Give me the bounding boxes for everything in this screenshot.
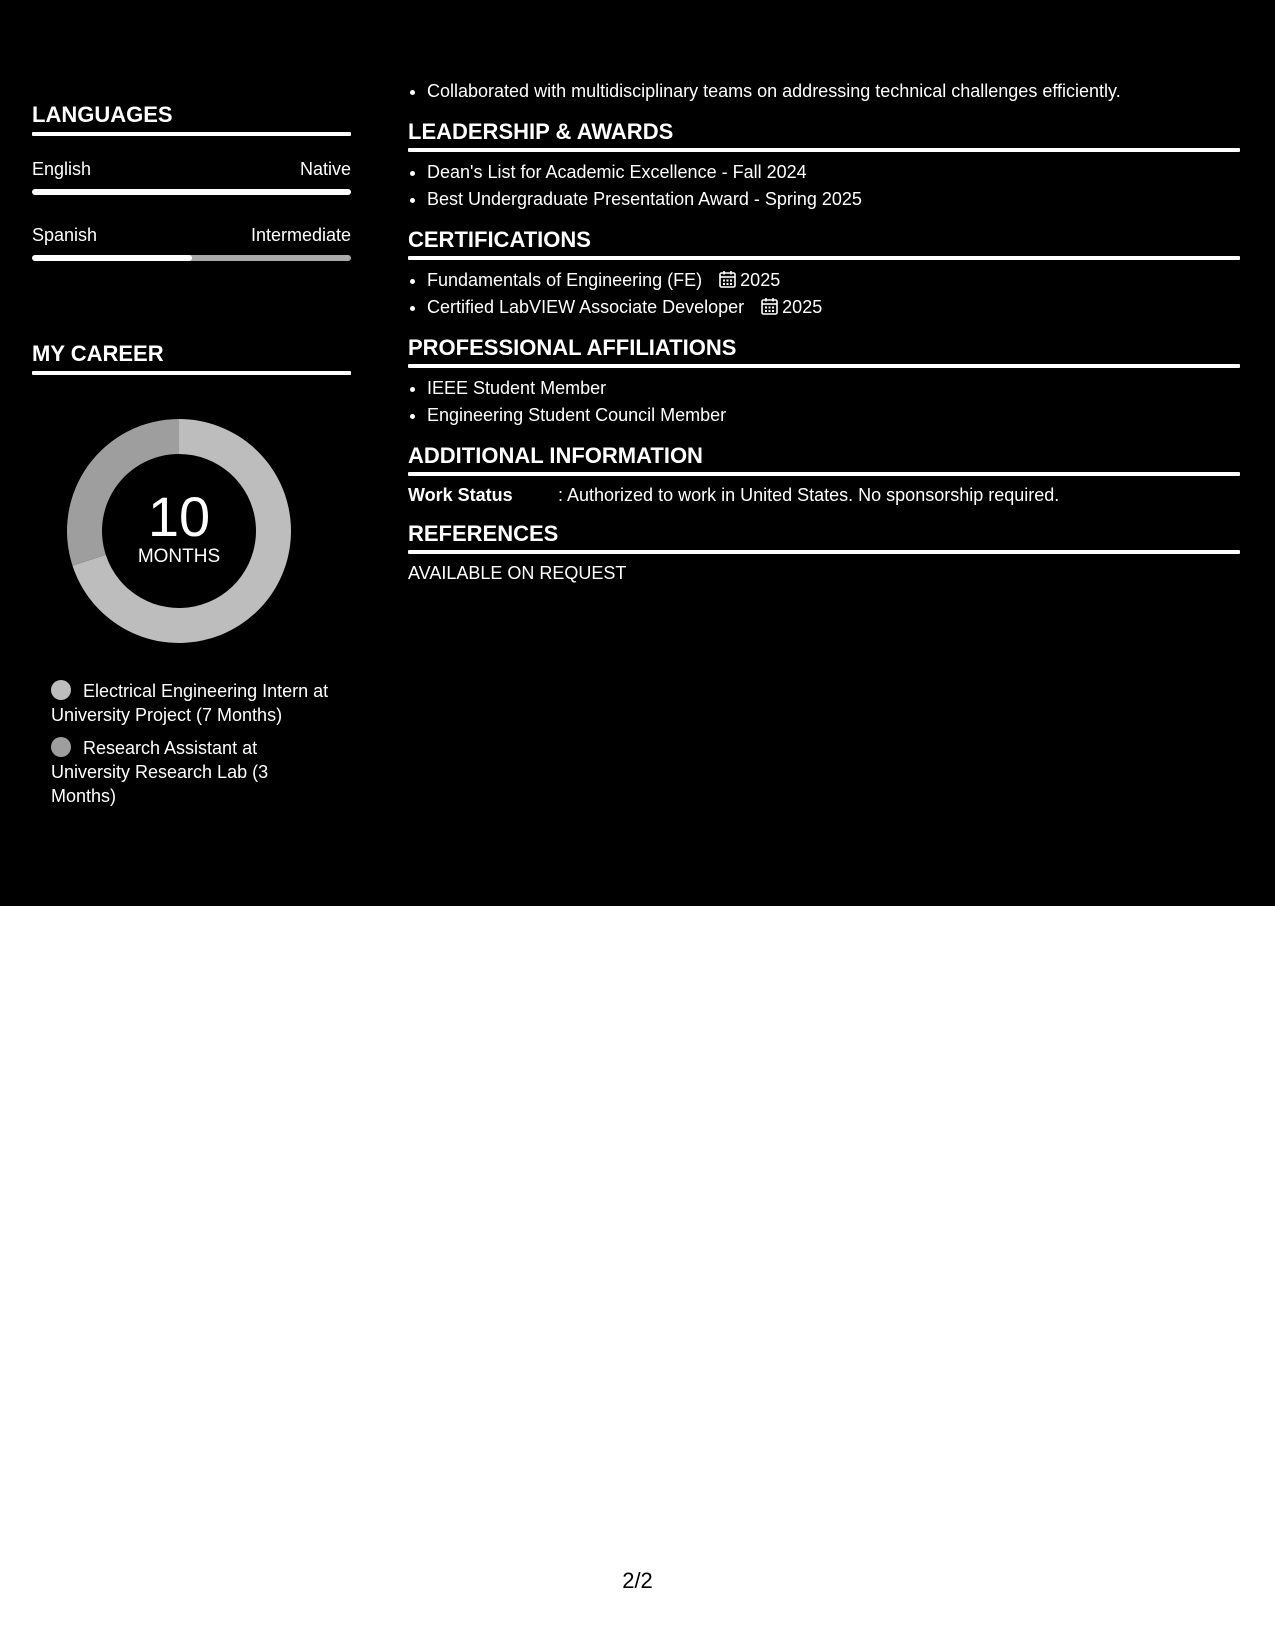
affiliations-section	[408, 335, 1240, 429]
language-item	[32, 158, 351, 195]
leadership-title: LEADERSHIP & AWARDS	[408, 119, 674, 144]
legend-dot-icon	[51, 737, 71, 757]
career-total-number: 10	[147, 485, 211, 548]
career-rule	[32, 371, 351, 375]
legend-dot-icon	[51, 680, 71, 700]
calendar-icon	[719, 270, 736, 288]
languages-title: LANGUAGES	[32, 102, 173, 127]
work-status-value: : Authorized to work in United States. No sponsorship required.	[558, 485, 1060, 505]
references-section	[408, 521, 1240, 585]
certification-item	[427, 294, 1240, 321]
language-level: Intermediate	[250, 225, 351, 245]
language-bar-fill	[32, 189, 351, 195]
language-bar	[32, 255, 351, 261]
right-column	[408, 78, 1240, 585]
language-level: Native	[299, 159, 351, 179]
legend-item	[51, 679, 331, 727]
legend-label: Electrical Engineering Intern at University Project (7 Months)	[51, 681, 329, 725]
leadership-item: • Dean's List for Academic Excellence - Fall 2024	[427, 159, 1240, 186]
affiliation-item: • IEEE Student Member	[427, 375, 1240, 402]
experience-bullet: • Collaborated with multidisciplinary teams on addressing technical challenges efficiently.	[427, 78, 1240, 105]
career-title: MY CAREER	[32, 341, 164, 366]
certification-name: Certified LabVIEW Associate Developer	[427, 297, 745, 317]
experience-bullets	[408, 78, 1240, 105]
additional-info-title: ADDITIONAL INFORMATION	[408, 443, 703, 468]
leadership-item: • Best Undergraduate Presentation Award - Spring 2025	[427, 186, 1240, 213]
certification-year: 2025	[740, 270, 781, 290]
certifications-section	[408, 227, 1240, 321]
certification-name: Fundamentals of Engineering (FE)	[427, 270, 703, 290]
career-donut-chart	[67, 419, 291, 643]
languages-rule	[32, 132, 351, 136]
language-name: English	[32, 159, 92, 179]
calendar-icon	[761, 297, 778, 315]
legend-item	[51, 736, 331, 808]
work-status-row	[408, 483, 1240, 507]
language-name: Spanish	[32, 225, 98, 245]
page-number: 2/2	[622, 1568, 653, 1593]
affiliations-title: PROFESSIONAL AFFILIATIONS	[408, 335, 737, 360]
language-item	[32, 224, 351, 261]
legend-label: Research Assistant at University Research Lab (3 Months)	[51, 738, 269, 806]
career-total-unit: MONTHS	[137, 546, 221, 567]
work-status-label: Work Status	[408, 485, 513, 505]
leadership-section	[408, 119, 1240, 213]
affiliations-rule	[408, 364, 1240, 368]
language-bar-fill	[32, 255, 192, 261]
additional-info-rule	[408, 472, 1240, 476]
additional-info-section	[408, 443, 1240, 507]
leadership-rule	[408, 148, 1240, 152]
references-title: REFERENCES	[408, 521, 559, 546]
references-text: AVAILABLE ON REQUEST	[408, 563, 627, 583]
certifications-rule	[408, 256, 1240, 260]
language-bar	[32, 189, 351, 195]
left-column	[32, 101, 351, 817]
affiliation-item: • Engineering Student Council Member	[427, 402, 1240, 429]
certifications-title: CERTIFICATIONS	[408, 227, 591, 252]
certification-item	[427, 267, 1240, 294]
references-rule	[408, 550, 1240, 554]
certification-year: 2025	[782, 297, 823, 317]
career-legend	[51, 679, 331, 808]
